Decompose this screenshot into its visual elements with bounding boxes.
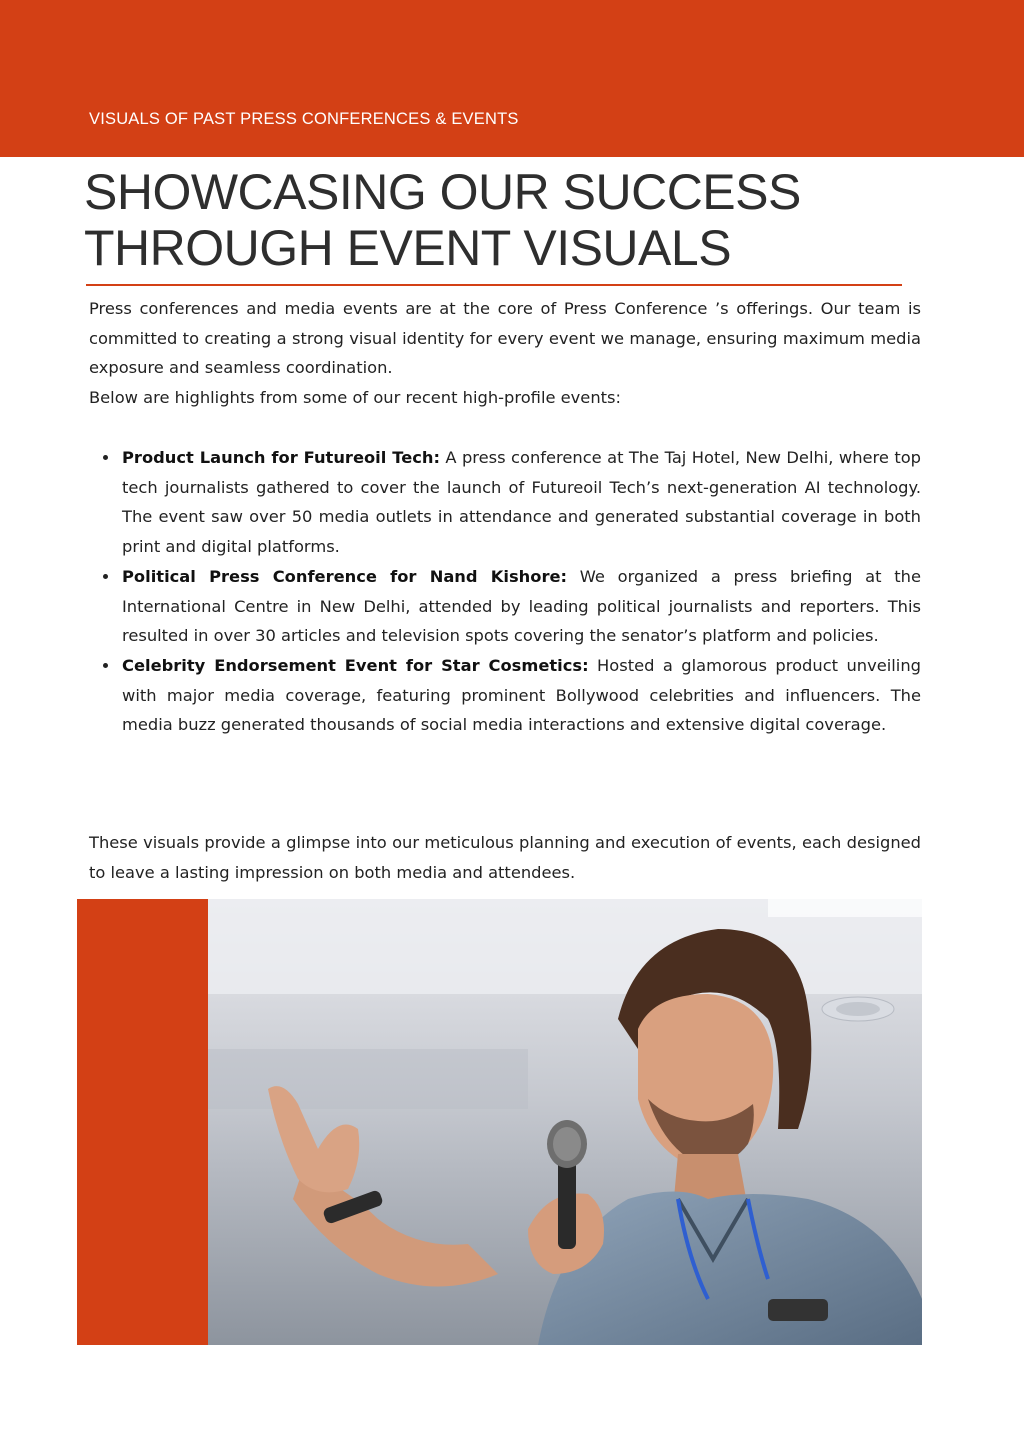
intro-section xyxy=(89,294,921,413)
highlight-title: Celebrity Endorsement Event for Star Cosmetics: xyxy=(122,655,589,675)
highlight-title: Political Press Conference for Nand Kishore: xyxy=(122,566,568,586)
bullet-icon xyxy=(103,455,108,460)
title-divider xyxy=(86,284,902,286)
section-label: VISUALS OF PAST PRESS CONFERENCES & EVENTS xyxy=(89,110,519,128)
intro-lead: Below are highlights from some of our recent high-profile events: xyxy=(89,388,621,408)
highlights-list xyxy=(100,443,921,740)
list-item xyxy=(100,651,921,740)
intro-paragraph: Press conferences and media events are at the core of Press Conference ’s offerings. Our team is committed to creating a strong visual identity for every event we manage, ensuring maximum media exposure and seamless coordination. xyxy=(89,299,921,378)
top-banner xyxy=(0,0,1024,157)
outro-section xyxy=(89,828,921,887)
page-title-line-1: SHOWCASING OUR SUCCESS xyxy=(84,164,801,220)
highlight-text: We organized a press briefing at the International Centre in New Delhi, attended by leading political journalists and reporters. This resulted in over 30 articles and television spots covering the senator’s platform and policies. xyxy=(122,566,921,646)
outro-paragraph: These visuals provide a glimpse into our meticulous planning and execution of events, each designed to leave a lasting impression on both media and attendees. xyxy=(89,833,921,882)
highlight-text: A press conference at The Taj Hotel, New Delhi, where top tech journalists gathered to cover the launch of Futureoil Tech’s next-generation AI technology. The event saw over 50 media outlets in attendance and generated substantial coverage in both print and digital platforms. xyxy=(122,448,922,557)
accent-block xyxy=(77,899,208,1345)
page-title-line-2: THROUGH EVENT VISUALS xyxy=(84,220,732,276)
bullet-icon xyxy=(103,574,108,579)
speaker-illustration xyxy=(208,899,922,1345)
highlight-title: Product Launch for Futureoil Tech: xyxy=(122,448,440,467)
speaker-photo xyxy=(208,899,922,1345)
list-item xyxy=(100,562,921,651)
highlight-text: Hosted a glamorous product unveiling with major media coverage, featuring prominent Bollywood celebrities and influencers. The media buzz generated thousands of social media interactions and extensive digital coverage. xyxy=(122,655,921,735)
bullet-icon xyxy=(103,663,108,668)
page-title xyxy=(84,164,964,276)
list-item xyxy=(100,443,921,562)
